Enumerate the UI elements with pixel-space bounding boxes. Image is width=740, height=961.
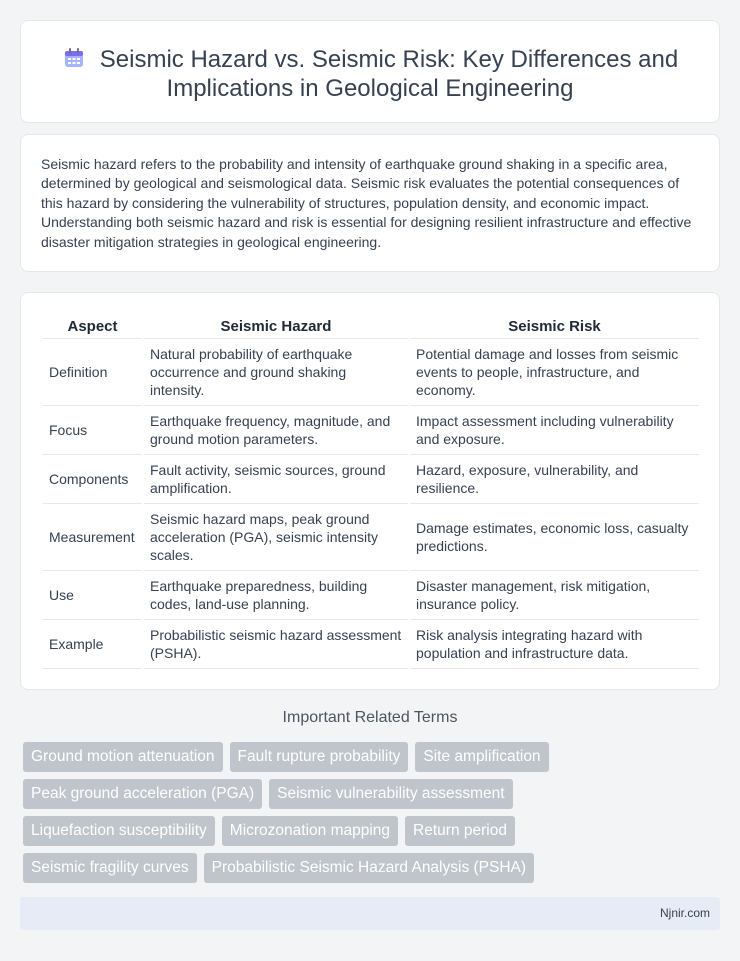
header-aspect: Aspect <box>43 315 143 339</box>
cell-risk: Impact assessment including vulnerability and exposure. <box>409 406 699 455</box>
related-term-tag[interactable]: Liquefaction susceptibility <box>23 816 215 846</box>
cell-aspect: Measurement <box>43 504 143 571</box>
comparison-table <box>43 315 699 669</box>
cell-aspect: Focus <box>43 406 143 455</box>
related-term-tag[interactable]: Microzonation mapping <box>222 816 398 846</box>
related-term-tag[interactable]: Return period <box>405 816 515 846</box>
cell-hazard: Natural probability of earthquake occurrence and ground shaking intensity. <box>143 339 409 406</box>
related-terms-title: Important Related Terms <box>282 709 458 726</box>
cell-hazard: Fault activity, seismic sources, ground amplification. <box>143 455 409 504</box>
comparison-card <box>20 292 720 690</box>
cell-hazard: Earthquake preparedness, building codes, land-use planning. <box>143 571 409 620</box>
related-term-tag[interactable]: Ground motion attenuation <box>23 742 223 772</box>
page-title: Seismic Hazard vs. Seismic Risk: Key Differences and Implications in Geological Engineering <box>99 46 679 102</box>
cell-hazard: Seismic hazard maps, peak ground acceleration (PGA), seismic intensity scales. <box>143 504 409 571</box>
title-card <box>20 20 720 123</box>
header-seismic-hazard: Seismic Hazard <box>143 315 409 339</box>
related-term-tag[interactable]: Seismic fragility curves <box>23 853 197 883</box>
table-header-row <box>43 315 699 339</box>
cell-hazard: Earthquake frequency, magnitude, and ground motion parameters. <box>143 406 409 455</box>
related-term-tag[interactable]: Fault rupture probability <box>230 742 409 772</box>
related-term-tag[interactable]: Seismic vulnerability assessment <box>269 779 512 809</box>
cell-aspect: Use <box>43 571 143 620</box>
table-row <box>43 571 699 620</box>
footer-site-link[interactable]: Njnir.com <box>659 906 710 920</box>
intro-card <box>20 134 720 272</box>
cell-risk: Damage estimates, economic loss, casualty predictions. <box>409 504 699 571</box>
cell-risk: Potential damage and losses from seismic events to people, infrastructure, and economy. <box>409 339 699 406</box>
cell-risk: Hazard, exposure, vulnerability, and resilience. <box>409 455 699 504</box>
cell-risk: Risk analysis integrating hazard with population and infrastructure data. <box>409 620 699 669</box>
table-row <box>43 339 699 406</box>
cell-hazard: Probabilistic seismic hazard assessment (PSHA). <box>143 620 409 669</box>
related-term-tag[interactable]: Site amplification <box>415 742 548 772</box>
related-terms-list <box>23 742 723 890</box>
page-title-wrap <box>21 45 719 103</box>
cell-risk: Disaster management, risk mitigation, insurance policy. <box>409 571 699 620</box>
intro-paragraph: Seismic hazard refers to the probability and intensity of earthquake ground shaking in a specific area, determined by geological and seismological data. Seismic risk evaluates the potential consequences of this hazard by considering the vulnerability of structures, population density, and economic impact. Understanding both seismic hazard and risk is essential for designing resilient infrastructure and effective disaster mitigation strategies in geological engineering. <box>41 156 692 250</box>
calendar-icon <box>62 46 86 70</box>
tag-row <box>23 779 723 809</box>
tag-row <box>23 816 723 846</box>
tag-row <box>23 742 723 772</box>
header-seismic-risk: Seismic Risk <box>409 315 699 339</box>
tag-row <box>23 853 723 883</box>
cell-aspect: Definition <box>43 339 143 406</box>
related-term-tag[interactable]: Probabilistic Seismic Hazard Analysis (PSHA) <box>204 853 534 883</box>
table-row <box>43 455 699 504</box>
related-term-tag[interactable]: Peak ground acceleration (PGA) <box>23 779 262 809</box>
footer <box>20 897 720 930</box>
table-row <box>43 620 699 669</box>
table-row <box>43 406 699 455</box>
cell-aspect: Components <box>43 455 143 504</box>
table-row <box>43 504 699 571</box>
cell-aspect: Example <box>43 620 143 669</box>
